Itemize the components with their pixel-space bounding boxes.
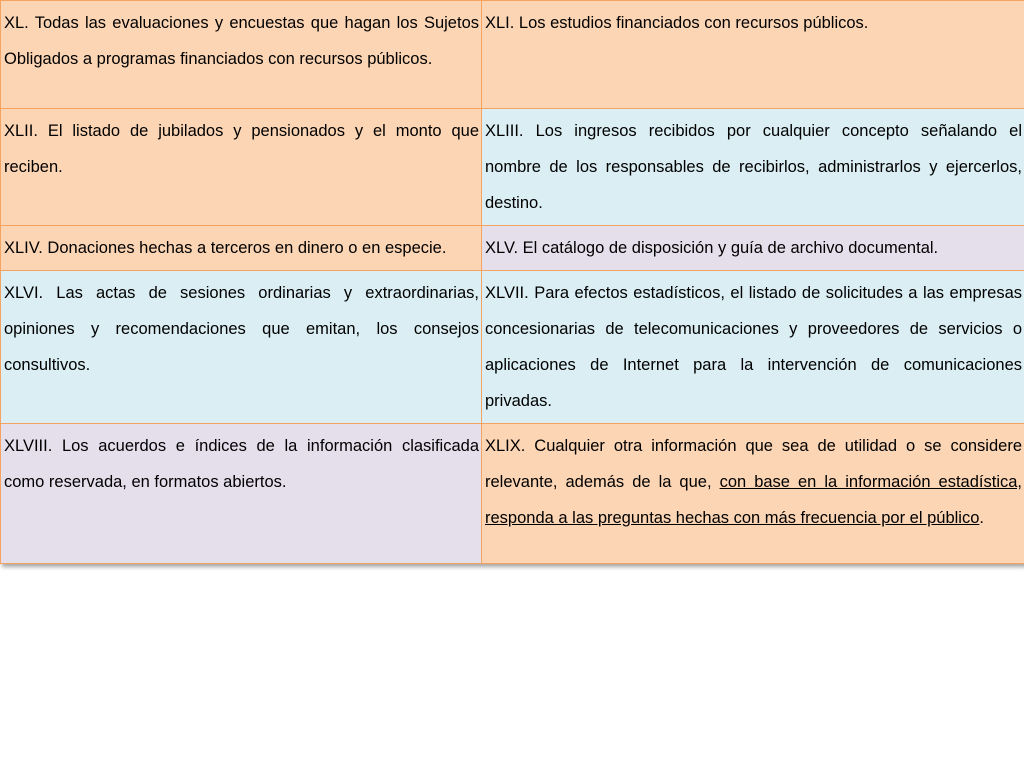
cell-item-xlix-text: XLIX. Cualquier otra información que sea de utilidad o se considere relevante, además de la que, — [485, 437, 1022, 491]
cell-item-xli: XLI. Los estudios financiados con recursos públicos. — [482, 1, 1024, 109]
cell-item-xlvi: XLVI. Las actas de sesiones ordinarias y extraordinarias, opiniones y recomendaciones que emitan, los consejos consultivos. — [1, 271, 482, 424]
cell-item-xlv: XLV. El catálogo de disposición y guía de archivo documental. — [482, 226, 1024, 271]
table-row — [1, 226, 1024, 271]
cell-item-xliii: XLIII. Los ingresos recibidos por cualquier concepto señalando el nombre de los responsables de recibirlos, administrarlos y ejercerlos, destino. — [482, 109, 1024, 226]
cell-item-xl: XL. Todas las evaluaciones y encuestas que hagan los Sujetos Obligados a programas financiados con recursos públicos. — [1, 1, 482, 109]
table-row — [1, 109, 1024, 226]
cell-item-xliv: XLIV. Donaciones hechas a terceros en dinero o en especie. — [1, 226, 482, 271]
table-row — [1, 1, 1024, 109]
cell-item-xlix — [482, 424, 1024, 564]
cell-item-xlix-underlined-text: con base en la información estadística, responda a las preguntas hechas con más frecuencia por el público — [485, 473, 1022, 527]
cell-item-xlvii: XLVII. Para efectos estadísticos, el listado de solicitudes a las empresas concesionarias de telecomunicaciones y proveedores de servicios o aplicaciones de Internet para la intervención de comunicaciones privadas. — [482, 271, 1024, 424]
cell-item-xlix-suffix: . — [979, 509, 984, 527]
cell-item-xlviii: XLVIII. Los acuerdos e índices de la información clasificada como reservada, en formatos abiertos. — [1, 424, 482, 564]
cell-item-xlii: XLII. El listado de jubilados y pensionados y el monto que reciben. — [1, 109, 482, 226]
table-row — [1, 424, 1024, 564]
table-row — [1, 271, 1024, 424]
